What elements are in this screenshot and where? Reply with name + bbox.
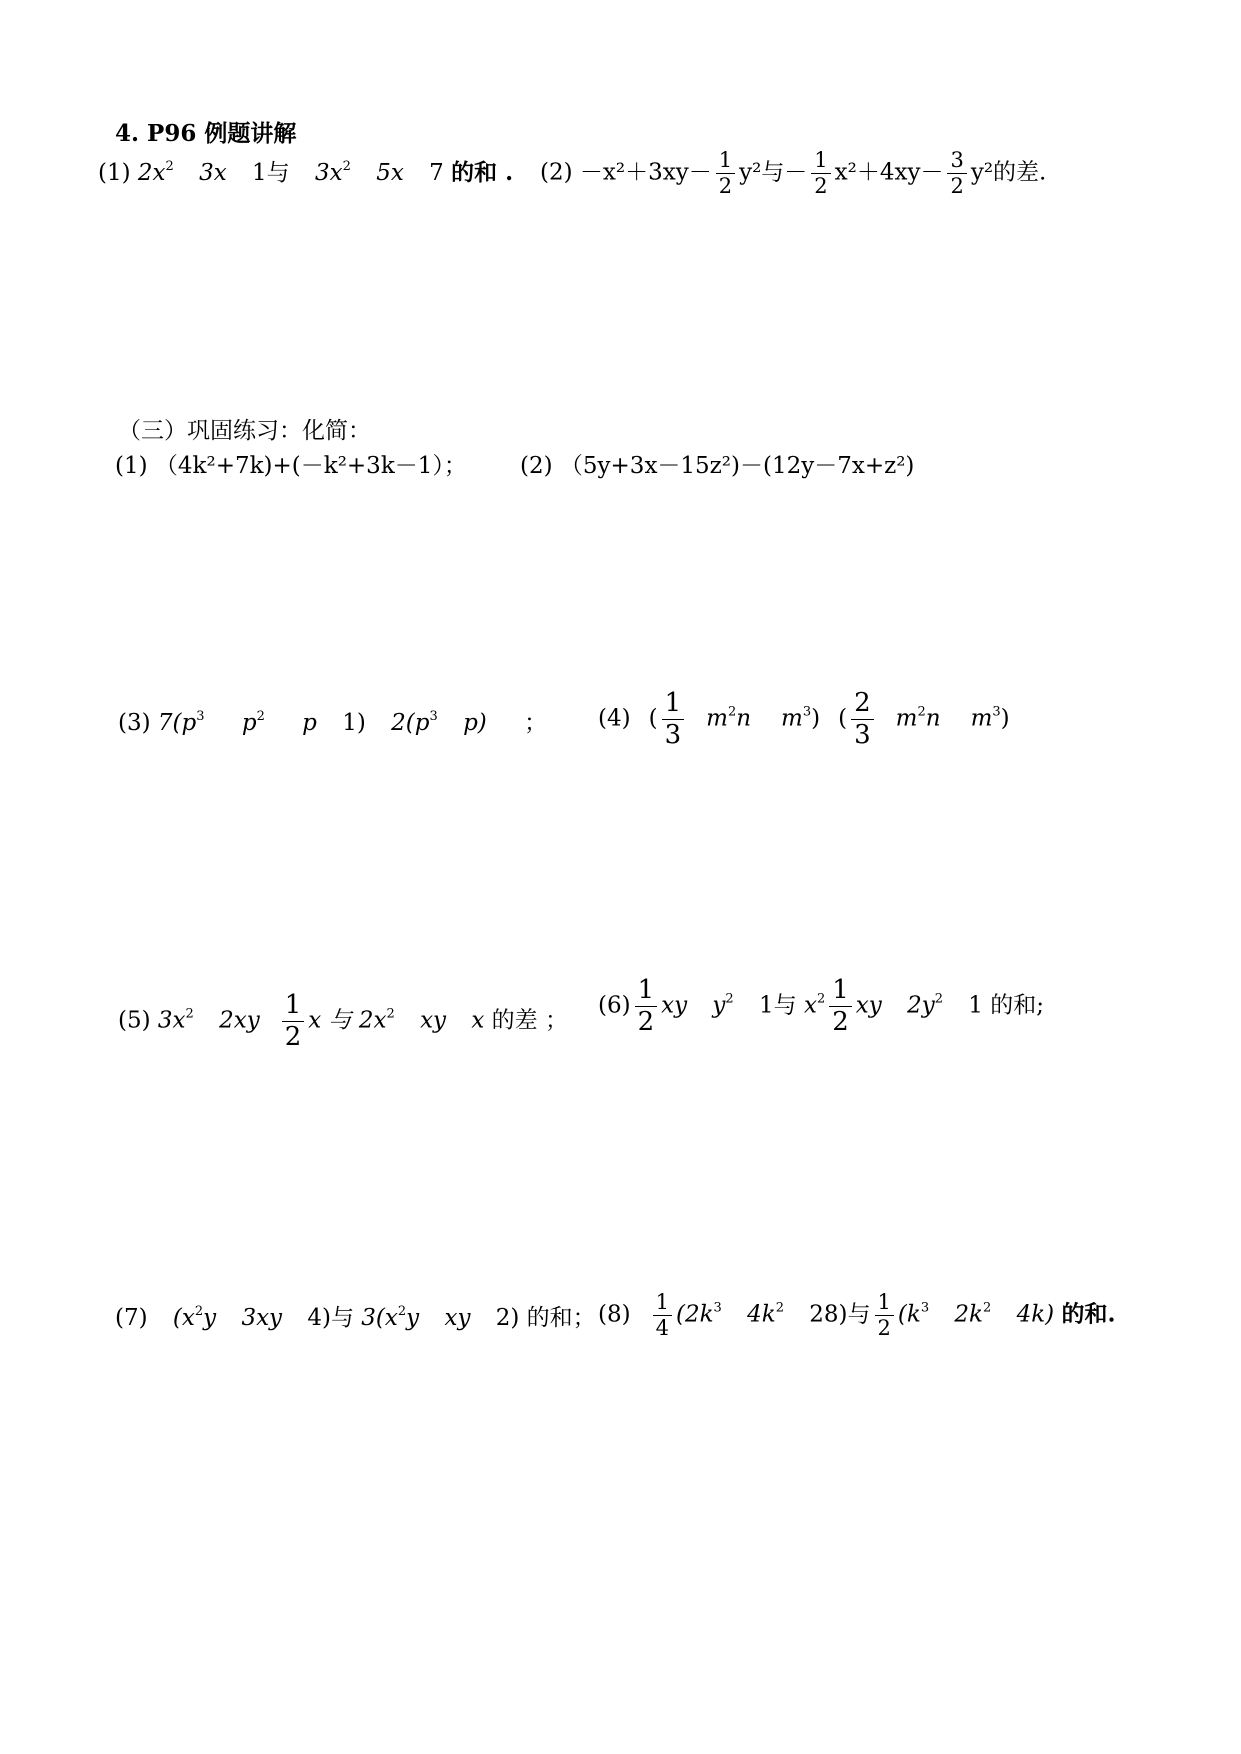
practice-4-term: n bbox=[736, 705, 752, 732]
practice-1-label: (1) bbox=[115, 453, 148, 479]
practice-8-tail: 的和. bbox=[1061, 1300, 1116, 1328]
fraction: $\frac{1}{4}$ bbox=[653, 1290, 672, 1341]
practice-4-term: m bbox=[706, 705, 728, 732]
practice-3-term: 1) bbox=[342, 710, 366, 736]
practice-7-term: y bbox=[406, 1305, 420, 1331]
practice-5-term: x bbox=[471, 1007, 485, 1034]
practice-1-expr: （4k²+7k)+(－k²+3k－1）； bbox=[154, 453, 467, 479]
practice-5-term: x 与 bbox=[308, 1007, 352, 1034]
practice-6-term: xy bbox=[855, 992, 882, 1019]
example-1-term: 7 bbox=[429, 160, 444, 186]
practice-6-term: x bbox=[803, 992, 817, 1019]
practice-3-term: 7(p bbox=[157, 710, 197, 736]
example-1-label: (1) bbox=[98, 160, 131, 186]
example-1-term: 2x bbox=[137, 160, 166, 186]
example-1-term: 3x bbox=[199, 160, 227, 186]
example-1: (1) $2x^2$ 3x 1与 $3x^2$ 5x 7 的和 . bbox=[98, 159, 514, 186]
practice-8-term: (2k bbox=[675, 1301, 714, 1328]
practice-4-term: m bbox=[970, 705, 993, 732]
practice-5-term: xy bbox=[420, 1007, 447, 1034]
practice-6-term: 1 bbox=[968, 992, 983, 1019]
practice-6-term: xy bbox=[661, 992, 688, 1019]
fraction: $\frac{1}{2}$ bbox=[829, 975, 852, 1038]
practice-7-term: y bbox=[203, 1305, 217, 1331]
practice-3-term: p bbox=[302, 710, 317, 736]
practice-2 bbox=[520, 455, 914, 478]
section-4-title: 4. P96 例题讲解 bbox=[115, 120, 297, 147]
practice-4-term: m bbox=[895, 705, 918, 732]
example-2-part: y²的差. bbox=[970, 159, 1047, 186]
practice-7-term: xy bbox=[444, 1305, 471, 1331]
practice-4-term: n bbox=[925, 705, 941, 732]
practice-6-term: 2y bbox=[907, 992, 935, 1019]
example-2-part: x²＋4xy－ bbox=[834, 159, 944, 186]
example-2-part: －x²＋3xy－ bbox=[579, 159, 712, 186]
fraction: $\frac{1}{2}$ bbox=[716, 148, 735, 199]
fraction: $\frac{1}{2}$ bbox=[282, 990, 305, 1053]
fraction: $\frac{2}{3}$ bbox=[851, 688, 874, 751]
practice-7: (7) ($x^2y$ 3xy 4)与 $3(x^2y$ xy 2) 的和； bbox=[115, 1304, 596, 1331]
practice-8-term: 4k bbox=[747, 1301, 776, 1328]
practice-4: (4) ( $\frac{1}{3}$ $m^2n$ $m^3$) ( $\frac{2}{3}$ $m^2n$ $m^3$) bbox=[598, 688, 1010, 751]
practice-5-term: 2x bbox=[358, 1007, 387, 1034]
practice-7-term: 4)与 bbox=[307, 1305, 354, 1331]
practice-8-term: (k bbox=[897, 1301, 921, 1328]
example-1-term: 5x bbox=[376, 160, 404, 186]
section-3-title: （三）巩固练习：化简： bbox=[118, 418, 371, 444]
practice-8-term: 2k bbox=[954, 1301, 983, 1328]
practice-8-term: 4k) bbox=[1016, 1301, 1055, 1328]
practice-8-term: 28)与 bbox=[809, 1301, 871, 1328]
fraction: $\frac{1}{2}$ bbox=[635, 975, 658, 1038]
practice-3-term: p) bbox=[463, 710, 487, 736]
practice-7-term: 2) bbox=[495, 1305, 520, 1331]
practice-5-tail: 的差 ； bbox=[491, 1007, 568, 1034]
example-1-tail: 的和 . bbox=[451, 159, 514, 186]
practice-3-tail: ； bbox=[524, 710, 548, 736]
fraction: $\frac{1}{2}$ bbox=[875, 1290, 894, 1341]
fraction: $\frac{3}{2}$ bbox=[947, 148, 966, 199]
practice-7-tail: 的和； bbox=[526, 1305, 596, 1331]
practice-6-term: 1与 bbox=[759, 992, 797, 1019]
practice-3: (3) $7(p^3$ $p^2$ p 1) $2(p^3$ p) ； bbox=[118, 709, 548, 736]
practice-3-label: (3) bbox=[118, 710, 151, 736]
example-1-term: 3x bbox=[314, 160, 343, 186]
practice-5-term: 3x bbox=[157, 1007, 186, 1034]
practice-7-term: (x bbox=[172, 1305, 195, 1331]
practice-7-label: (7) bbox=[115, 1305, 148, 1331]
practice-6: (6) $\frac{1}{2}$ xy $y^2$ 1与 $x^2$ $\frac{1}{2}$ xy $2y^2$ 1 的和; bbox=[598, 975, 1044, 1038]
practice-5-label: (5) bbox=[118, 1007, 151, 1034]
practice-6-label: (6) bbox=[598, 992, 631, 1019]
practice-6-term: y bbox=[712, 992, 726, 1019]
practice-8: (8) $\frac{1}{4}$ ($2k^3$ $4k^2$ 28)与 $\frac{1}{2}$ ($k^3$ $2k^2$ 4k) 的和. bbox=[598, 1290, 1116, 1341]
practice-2-expr: （5y+3x－15z²)－(12y－7x+z²) bbox=[559, 453, 915, 479]
fraction: $\frac{1}{3}$ bbox=[662, 688, 685, 751]
practice-7-term: 3xy bbox=[241, 1305, 283, 1331]
practice-3-term: 2(p bbox=[391, 710, 430, 736]
practice-1 bbox=[115, 455, 467, 478]
practice-8-label: (8) bbox=[598, 1301, 631, 1328]
example-2-label: (2) bbox=[540, 159, 573, 186]
example-1-term: 1与 bbox=[252, 160, 290, 186]
practice-4-label: (4) bbox=[598, 705, 631, 732]
example-2-part: y²与－ bbox=[739, 159, 808, 186]
practice-6-tail: 的和; bbox=[990, 992, 1044, 1019]
practice-3-term: p bbox=[241, 710, 257, 736]
practice-7-term: 3(x bbox=[361, 1305, 398, 1331]
fraction: $\frac{1}{2}$ bbox=[811, 148, 830, 199]
practice-2-label: (2) bbox=[520, 453, 553, 479]
example-2 bbox=[540, 148, 1046, 199]
practice-5: (5) $3x^2$ 2xy $\frac{1}{2}$ x 与 $2x^2$ xy x 的差 ； bbox=[118, 990, 568, 1053]
practice-5-term: 2xy bbox=[219, 1007, 260, 1034]
practice-4-term: m bbox=[781, 705, 803, 732]
